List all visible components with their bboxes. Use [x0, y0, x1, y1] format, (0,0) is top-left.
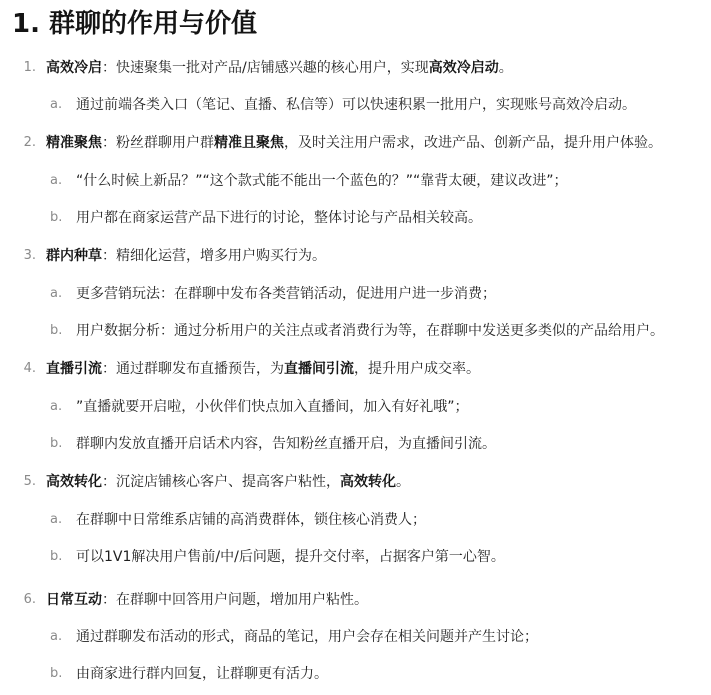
- list-marker: 6.: [23, 592, 36, 607]
- sub-marker: a.: [50, 629, 63, 644]
- sub-item-text: ”直播就要开启啦，小伙伴们快点加入直播间，加入有好礼哦”；: [76, 399, 469, 415]
- sub-marker: b.: [50, 436, 63, 451]
- sub-item-text: 群聊内发放直播开启话术内容，告知粉丝直播开启，为直播间引流。: [76, 436, 496, 452]
- item-tail: ，提升用户成交率。: [354, 361, 480, 377]
- list-item-text: [46, 470, 410, 494]
- list-item-text: [46, 131, 662, 155]
- item-emphasis: 高效转化: [340, 474, 396, 490]
- item-tail: 。: [498, 60, 513, 76]
- item-heading: 高效转化: [46, 474, 102, 490]
- list-item-text: [46, 357, 480, 381]
- sub-item-text: 通过群聊发布活动的形式，商品的笔记，用户会存在相关问题并产生讨论；: [76, 629, 538, 645]
- list-marker: 1.: [23, 60, 36, 75]
- page-title: 1. 群聊的作用与价值: [12, 9, 258, 39]
- sub-marker: a.: [50, 286, 63, 301]
- list-marker: 2.: [23, 135, 36, 150]
- item-heading: 直播引流: [46, 361, 102, 377]
- sub-item-text: 用户数据分析：通过分析用户的关注点或者消费行为等，在群聊中发送更多类似的产品给用户。: [76, 323, 664, 339]
- item-body: ：沉淀店铺核心客户、提高客户粘性，: [102, 474, 340, 490]
- item-heading: 高效冷启: [46, 60, 102, 76]
- item-emphasis: 精准且聚焦: [214, 135, 284, 151]
- sub-item-text: 更多营销玩法：在群聊中发布各类营销活动，促进用户进一步消费；: [76, 286, 496, 302]
- list-marker: 5.: [23, 474, 36, 489]
- sub-item-text: 用户都在商家运营产品下进行的讨论，整体讨论与产品相关较高。: [76, 210, 482, 226]
- list-marker: 4.: [23, 361, 36, 376]
- sub-marker: a.: [50, 512, 63, 527]
- sub-marker: b.: [50, 666, 63, 681]
- item-body: ：通过群聊发布直播预告，为: [102, 361, 284, 377]
- item-emphasis: 高效冷启动: [428, 60, 499, 76]
- item-body: ：在群聊中回答用户问题，增加用户粘性。: [102, 592, 368, 608]
- item-body: ：粉丝群聊用户群: [102, 135, 214, 151]
- sub-marker: b.: [50, 549, 63, 564]
- list-item-text: [46, 588, 368, 612]
- sub-item-text: 由商家进行群内回复，让群聊更有活力。: [76, 666, 328, 682]
- list-marker: 3.: [23, 248, 36, 263]
- item-body: ：快速聚集一批对产品/店铺感兴趣的核心用户，实现: [102, 60, 429, 76]
- sub-marker: a.: [50, 173, 63, 188]
- sub-marker: b.: [50, 323, 63, 338]
- sub-item-text: “什么时候上新品？”“这个款式能不能出一个蓝色的？”“靠背太硬，建议改进”；: [76, 173, 568, 189]
- item-body: ：精细化运营，增多用户购买行为。: [102, 248, 326, 264]
- sub-item-text: 可以1V1解决用户售前/中/后问题，提升交付率，占据客户第一心智。: [76, 549, 505, 565]
- item-heading: 日常互动: [46, 592, 102, 608]
- sub-marker: b.: [50, 210, 63, 225]
- item-heading: 群内种草: [46, 248, 102, 264]
- list-item-text: [46, 244, 326, 268]
- item-heading: 精准聚焦: [46, 135, 102, 151]
- sub-item-text: 在群聊中日常维系店铺的高消费群体，锁住核心消费人；: [76, 512, 426, 528]
- item-emphasis: 直播间引流: [284, 361, 354, 377]
- item-tail: ，及时关注用户需求，改进产品、创新产品，提升用户体验。: [284, 135, 662, 151]
- sub-item-text: 通过前端各类入口（笔记、直播、私信等）可以快速积累一批用户，实现账号高效冷启动。: [76, 97, 636, 113]
- sub-marker: a.: [50, 97, 63, 112]
- sub-marker: a.: [50, 399, 63, 414]
- item-tail: 。: [396, 474, 410, 490]
- list-item-text: [46, 56, 513, 80]
